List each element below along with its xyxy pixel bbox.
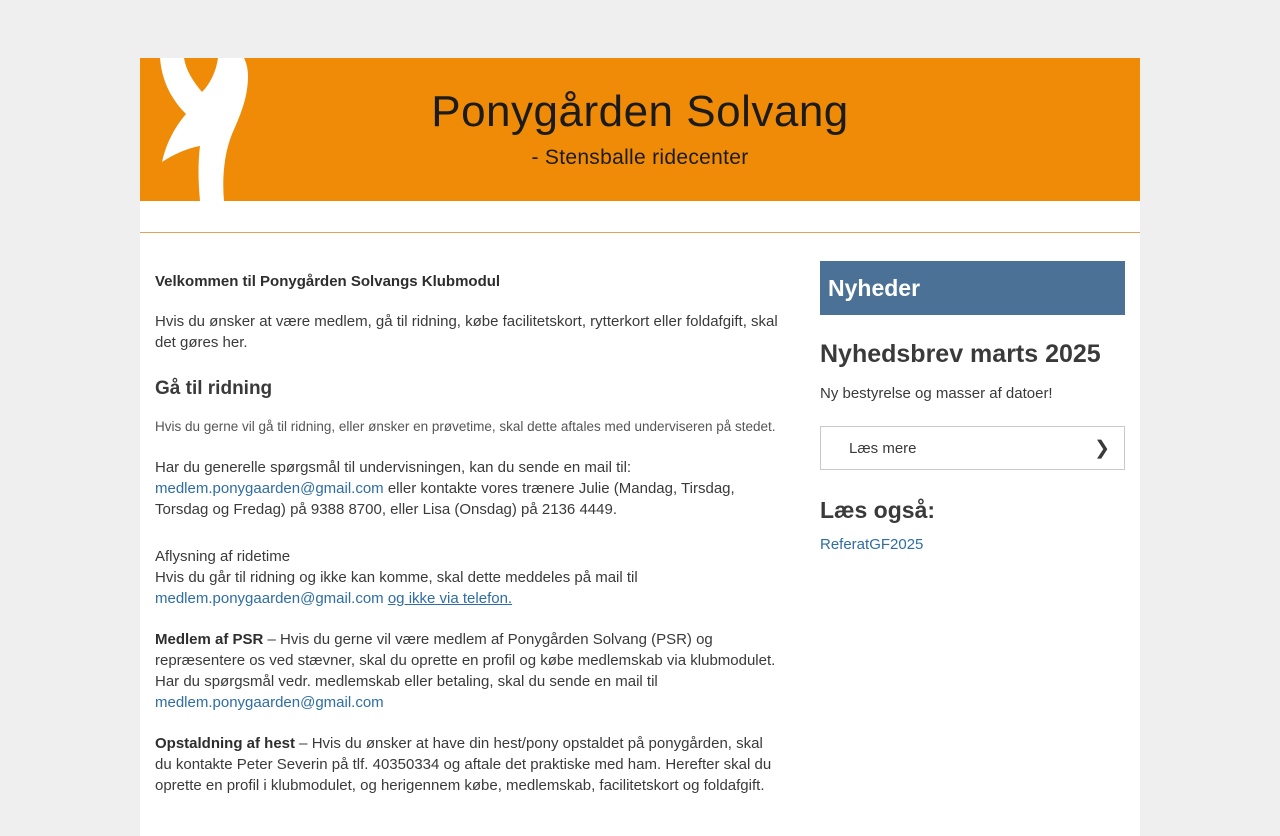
psr-heading: Medlem af PSR bbox=[155, 631, 264, 648]
sidebar-column bbox=[800, 233, 1140, 836]
news-section-header: Nyheder bbox=[820, 261, 1125, 315]
psr-paragraph bbox=[155, 629, 780, 713]
contact-email-link[interactable]: medlem.ponygaarden@gmail.com bbox=[155, 480, 384, 497]
news-item-title: Nyhedsbrev marts 2025 bbox=[820, 340, 1101, 368]
read-more-label: Læs mere bbox=[849, 439, 917, 457]
news-item-summary: Ny bestyrelse og masser af datoer! bbox=[820, 385, 1053, 402]
also-read-link[interactable]: ReferatGF2025 bbox=[820, 536, 924, 553]
ridning-contact-pre: Har du generelle spørgsmål til undervisningen, kan du sende en mail til: bbox=[155, 459, 632, 476]
main-column bbox=[140, 233, 800, 836]
section-heading-ridning: Gå til ridning bbox=[155, 378, 273, 399]
aflysning-block bbox=[155, 546, 780, 609]
aflysning-text: Hvis du går til ridning og ikke kan komme, skal dette meddeles på mail til bbox=[155, 569, 638, 586]
opstaldning-text: – Hvis du ønsker at have din hest/pony opstaldet på ponygården, skal du kontakte Peter Severin på tlf. 40350334 og aftale det praktiske med ham. Herefter skal du oprette en profil i klubmodulet, og herigennem købe, medlemskab, facilitetskort og foldafgift. bbox=[155, 735, 772, 794]
ridning-contact-post: eller kontakte vores trænere Julie (Mandag, Tirsdag, Torsdag og Fredag) på 9388 8700, eller Lisa (Onsdag) på 2136 4449. bbox=[155, 480, 735, 518]
psr-email-link[interactable]: medlem.ponygaarden@gmail.com bbox=[155, 694, 384, 711]
site-header-banner bbox=[140, 58, 1140, 201]
site-title: Ponygården Solvang bbox=[431, 87, 849, 136]
page-container bbox=[140, 58, 1140, 836]
intro-paragraph: Hvis du ønsker at være medlem, gå til ridning, købe facilitetskort, rytterkort eller foldafgift, skal det gøres her. bbox=[155, 313, 778, 351]
opstaldning-paragraph bbox=[155, 733, 780, 796]
content-area bbox=[140, 233, 1140, 836]
ridning-contact-paragraph bbox=[155, 457, 780, 520]
opstaldning-heading: Opstaldning af hest bbox=[155, 735, 296, 752]
ridning-note: Hvis du gerne vil gå til ridning, eller ønsker en prøvetime, skal dette aftales med underviseren på stedet. bbox=[155, 419, 776, 434]
site-subtitle: - Stensballe ridecenter bbox=[531, 146, 749, 169]
aflysning-heading: Aflysning af ridetime bbox=[155, 548, 291, 565]
banner-text-block bbox=[140, 58, 1140, 172]
header-divider bbox=[140, 201, 1140, 233]
also-read-header: Læs også: bbox=[820, 497, 936, 523]
aflysning-email-link[interactable]: medlem.ponygaarden@gmail.com bbox=[155, 590, 384, 607]
welcome-heading: Velkommen til Ponygården Solvangs Klubmodul bbox=[155, 273, 501, 290]
aflysning-paragraph bbox=[155, 567, 780, 609]
chevron-right-icon: ❯ bbox=[1094, 437, 1110, 459]
aflysning-phone-note-link[interactable]: og ikke via telefon. bbox=[387, 590, 513, 607]
psr-text: – Hvis du gerne vil være medlem af Ponygården Solvang (PSR) og repræsentere os ved stævner, skal du oprette en profil og købe medlemskab via klubmodulet. Har du spørgsmål vedr. medlemskab eller betaling, skal du sende en mail til bbox=[155, 631, 776, 690]
read-more-button[interactable] bbox=[820, 426, 1125, 470]
